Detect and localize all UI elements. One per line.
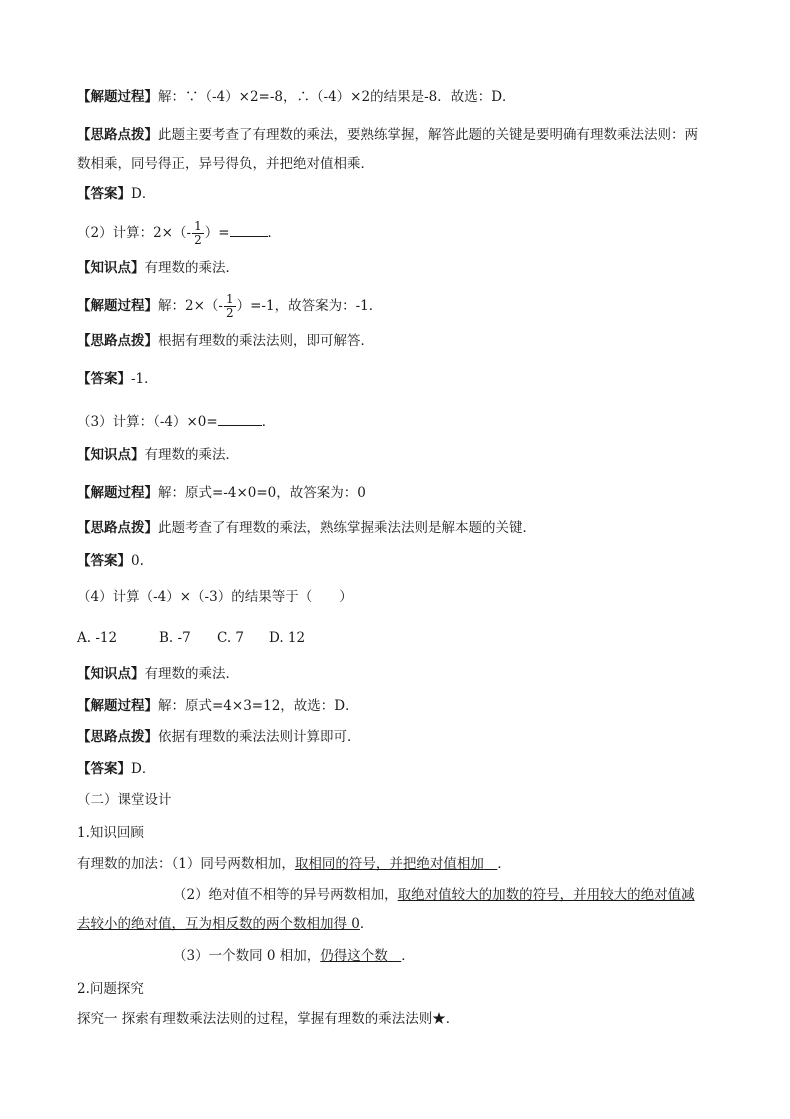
hint-label: 【思路点拨】 — [77, 729, 158, 745]
q4-options — [77, 629, 305, 647]
option-b[interactable]: B. -7 — [159, 630, 191, 646]
process-label: 【解题过程】 — [77, 298, 158, 314]
fraction-numerator: 1 — [225, 292, 234, 306]
explore-1 — [77, 1010, 459, 1028]
underline-pad — [484, 856, 498, 872]
q1-answer-line — [77, 185, 155, 203]
review-title — [77, 824, 144, 842]
q2-fraction — [192, 220, 204, 247]
q1-answer-text: D． — [131, 186, 156, 202]
answer-blank[interactable] — [230, 223, 268, 237]
addition-rule-3-end: ． — [401, 948, 415, 964]
addition-rule-3-fill: 仍得这个数 — [320, 948, 388, 964]
addition-rule-2-prefix: （2）绝对值不相等的异号两数相加， — [173, 887, 398, 903]
q2-process-line — [77, 293, 382, 320]
section-title — [77, 791, 172, 809]
explore-title — [77, 980, 144, 998]
fraction-denominator: 2 — [225, 306, 234, 320]
q1-hint-line2 — [77, 155, 374, 173]
review-title-text: 1.知识回顾 — [77, 825, 144, 841]
explore-1-text: 探究一 探索有理数乘法法则的过程，掌握有理数的乘法法则★． — [77, 1011, 460, 1027]
q1-hint-line — [77, 126, 698, 144]
option-c[interactable]: C. 7 — [217, 630, 245, 646]
q1-process-text: 解：∵（-4）×2=-8，∴（-4）×2的结果是-8．故选：D． — [158, 89, 516, 105]
q3-stem-end: ． — [261, 414, 276, 430]
q2-stem — [77, 220, 281, 247]
addition-rule-3 — [173, 947, 415, 965]
q2-hint-text: 根据有理数的乘法法则，即可解答． — [158, 333, 374, 349]
q1-hint-text: 此题主要考查了有理数的乘法，要熟练掌握，解答此题的关键是要明确有理数乘法法则：两 — [158, 127, 698, 143]
addition-rule-1 — [77, 855, 511, 873]
q2-hint-line — [77, 332, 374, 350]
q3-answer-text: 0. — [131, 553, 144, 569]
q3-process-text: 解：原式=-4×0=0，故答案为：0 — [158, 485, 366, 501]
q2-process-fraction — [224, 293, 236, 320]
q3-process-line — [77, 484, 366, 502]
q4-answer-line — [77, 760, 155, 778]
q2-process-prefix: 解：2×（- — [158, 298, 223, 314]
q4-hint-line — [77, 728, 361, 746]
hint-label: 【思路点拨】 — [77, 127, 158, 143]
q4-stem-text: （4）计算（-4）×（-3）的结果等于（ ） — [77, 589, 353, 605]
process-label: 【解题过程】 — [77, 485, 158, 501]
q2-knowledge-line — [77, 259, 239, 277]
q3-stem-text: （3）计算：（-4）×0= — [77, 414, 218, 430]
addition-rule-2-fill: 取绝对值较大的加数的符号，并用较大的绝对值减 — [397, 887, 695, 903]
explore-title-text: 2.问题探究 — [77, 981, 144, 997]
q2-stem-suffix: ）= — [204, 225, 230, 241]
addition-rule-2-end: ． — [359, 916, 374, 932]
fraction-denominator: 2 — [194, 233, 202, 247]
q4-answer-text: D． — [131, 761, 156, 777]
addition-rule-2 — [173, 886, 695, 904]
answer-blank[interactable] — [218, 412, 262, 426]
addition-rule-2-cont — [77, 915, 373, 933]
q4-process-line — [77, 697, 359, 715]
q3-knowledge-line — [77, 446, 239, 464]
q1-process-line — [77, 88, 516, 106]
addition-rule-2-cont-text: 去较小的绝对值，互为相反数的两个数相加得 0 — [77, 916, 360, 932]
fraction-numerator: 1 — [194, 219, 202, 233]
addition-rule-1-prefix: 有理数的加法：（1）同号两数相加， — [77, 856, 295, 872]
addition-rule-1-fill: 取相同的符号，并把绝对值相加 — [294, 856, 484, 872]
q1-hint-text2: 数相乘，同号得正，异号得负，并把绝对值相乘． — [77, 156, 374, 172]
addition-rule-3-prefix: （3）一个数同 0 相加， — [173, 948, 321, 964]
knowledge-label: 【知识点】 — [77, 666, 145, 682]
q4-knowledge-text: 有理数的乘法． — [144, 666, 239, 682]
q4-process-text: 解：原式=4×3=12，故选：D． — [158, 698, 359, 714]
q3-knowledge-text: 有理数的乘法． — [144, 447, 239, 463]
option-a[interactable]: A. -12 — [77, 630, 118, 646]
q3-answer-line — [77, 552, 144, 570]
section-title-text: （二）课堂设计 — [77, 792, 172, 808]
q2-process-suffix: ）=-1，故答案为：-1． — [236, 298, 383, 314]
q3-stem — [77, 412, 275, 431]
q2-stem-end: ． — [267, 225, 282, 241]
addition-rule-1-end: ． — [497, 856, 511, 872]
knowledge-label: 【知识点】 — [77, 260, 145, 276]
q3-hint-text: 此题考查了有理数的乘法，熟练掌握乘法法则是解本题的关键． — [158, 520, 536, 536]
answer-label: 【答案】 — [77, 553, 131, 569]
q4-knowledge-line — [77, 665, 239, 683]
answer-label: 【答案】 — [77, 761, 131, 777]
knowledge-label: 【知识点】 — [77, 447, 145, 463]
option-d[interactable]: D. 12 — [269, 630, 306, 646]
hint-label: 【思路点拨】 — [77, 520, 158, 536]
q2-stem-prefix: （2）计算：2×（- — [77, 225, 192, 241]
answer-label: 【答案】 — [77, 371, 131, 387]
q4-stem — [77, 588, 353, 606]
q4-hint-text: 依据有理数的乘法法则计算即可． — [158, 729, 361, 745]
process-label: 【解题过程】 — [77, 89, 158, 105]
q3-hint-line — [77, 519, 536, 537]
q2-answer-line — [77, 370, 158, 388]
process-label: 【解题过程】 — [77, 698, 158, 714]
hint-label: 【思路点拨】 — [77, 333, 158, 349]
q2-answer-text: -1． — [131, 371, 158, 387]
underline-pad — [388, 948, 402, 964]
q2-knowledge-text: 有理数的乘法． — [144, 260, 239, 276]
answer-label: 【答案】 — [77, 186, 131, 202]
